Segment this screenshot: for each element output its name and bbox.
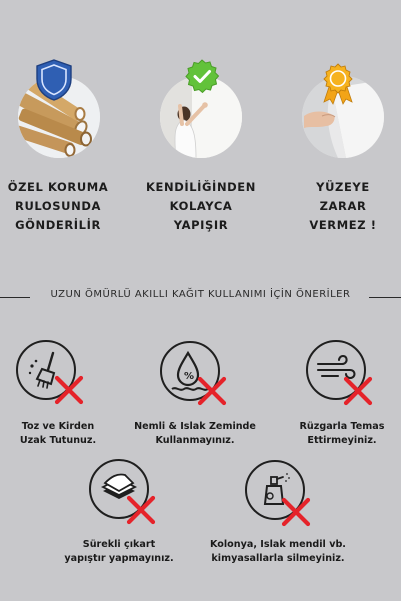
tip-text-dust: Toz ve Kirden Uzak Tutunuz. <box>19 421 97 446</box>
shield-icon <box>34 58 74 102</box>
tip-text-chemicals: Kolonya, Islak mendil vb. kimyasallarla silmeyiniz. <box>210 539 346 564</box>
tip-text-moisture: Nemli & Islak Zeminde Kullanmayınız. <box>134 421 256 446</box>
tip-text-reapply: Sürekli çıkart yapıştır yapmayınız. <box>64 539 174 564</box>
feature-title-adhesive: KENDİLİĞİNDEN KOLAYCA YAPIŞIR <box>146 180 256 232</box>
cross-icon <box>195 374 229 408</box>
cross-icon <box>341 374 375 408</box>
feature-title-roll: ÖZEL KORUMA RULOSUNDA GÖNDERİLİR <box>7 180 109 232</box>
section-title: UZUN ÖMÜRLÜ AKILLI KAĞIT KULLANIMI İÇİN ÖNERİLER <box>50 289 351 300</box>
divider-right <box>369 297 401 298</box>
feature-title-no-damage: YÜZEYE ZARAR VERMEZ ! <box>309 180 377 232</box>
check-icon <box>184 59 220 95</box>
award-icon <box>320 62 356 106</box>
cross-icon <box>52 373 86 407</box>
tip-text-wind: Rüzgarla Temas Ettirmeyiniz. <box>299 421 385 446</box>
svg-text:%: % <box>184 371 195 382</box>
cross-icon <box>279 495 313 529</box>
cross-icon <box>124 493 158 527</box>
